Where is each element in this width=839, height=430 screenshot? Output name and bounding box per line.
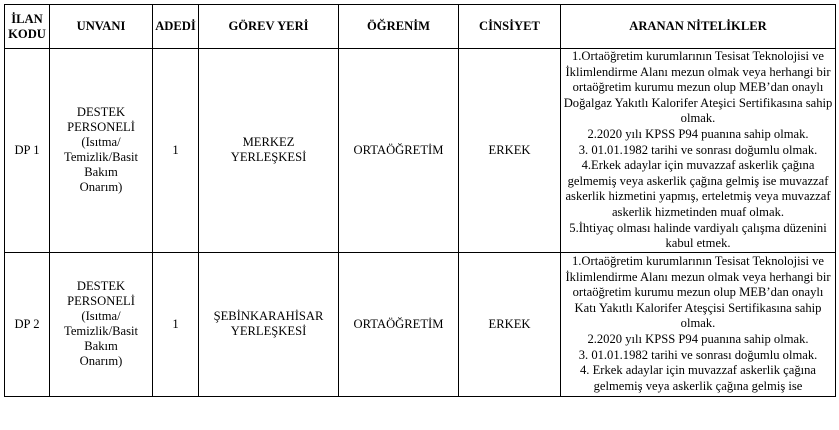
- count-cell: 1: [153, 252, 199, 396]
- title-line: (Isıtma/: [81, 309, 121, 324]
- title-line: (Isıtma/: [81, 135, 121, 150]
- title-cell: [50, 49, 153, 253]
- ilan-code-cell: DP 1: [5, 49, 50, 253]
- table-row: [5, 49, 836, 253]
- gender-cell: ERKEK: [459, 49, 561, 253]
- education-cell: ORTAÖĞRETİM: [339, 49, 459, 253]
- title-cell: [50, 252, 153, 396]
- location-line: YERLEŞKESİ: [230, 324, 307, 339]
- requirements-cell: [561, 252, 836, 396]
- requirement-item: 1.Ortaöğretim kurumlarının Tesisat Teknolojisi ve İklimlendirme Alanı mezun olmak veya herhangi bir ortaöğretim kurumu mezun olup MEB’dan onaylı Doğalgaz Yakıtlı Kalorifer Ateşici Sertifikasına sahip olmak.: [563, 49, 833, 126]
- location-cell: [199, 252, 339, 396]
- requirement-item: 2.2020 yılı KPSS P94 puanına sahip olmak.: [587, 332, 809, 347]
- title-line: PERSONELİ: [67, 294, 135, 309]
- count-cell: 1: [153, 49, 199, 253]
- header-cinsiyet: CİNSİYET: [459, 5, 561, 49]
- title-line: Onarım): [79, 180, 123, 195]
- title-line: Temizlik/Basit: [64, 324, 138, 339]
- header-ogrenim: ÖĞRENİM: [339, 5, 459, 49]
- title-line: Bakım: [84, 165, 118, 180]
- header-unvani: UNVANI: [50, 5, 153, 49]
- requirements-cell: [561, 49, 836, 253]
- requirement-item: 4. Erkek adaylar için muvazzaf askerlik çağına gelmemiş veya askerlik çağına gelmiş ise: [579, 363, 817, 393]
- location-line: MERKEZ: [242, 135, 295, 150]
- location-line: YERLEŞKESİ: [230, 150, 307, 165]
- location-cell: [199, 49, 339, 253]
- header-ilan-kodu: [5, 5, 50, 49]
- requirement-item: 5.İhtiyaç olması halinde vardiyalı çalışma düzenini kabul etmek.: [569, 220, 827, 251]
- requirement-item: 3. 01.01.1982 tarihi ve sonrası doğumlu olmak.: [578, 142, 818, 157]
- header-ilan-kodu-line-2: KODU: [8, 26, 46, 41]
- gender-cell: ERKEK: [459, 252, 561, 396]
- requirement-item: 2.2020 yılı KPSS P94 puanına sahip olmak.: [587, 126, 809, 141]
- header-aranan-nitelikler: ARANAN NİTELİKLER: [561, 5, 836, 49]
- header-adedi: ADEDİ: [153, 5, 199, 49]
- requirement-item: 3. 01.01.1982 tarihi ve sonrası doğumlu olmak.: [578, 347, 818, 362]
- title-line: Bakım: [84, 339, 118, 354]
- title-line: PERSONELİ: [67, 120, 135, 135]
- requirement-item: 1.Ortaöğretim kurumlarının Tesisat Teknolojisi ve İklimlendirme Alanı mezun olmak veya herhangi bir ortaöğretim kurumu mezun olup MEB’dan onaylı Katı Yakıtlı Kalorifer Ateşçisi Sertifikasına sahip olmak.: [565, 254, 831, 331]
- education-cell: ORTAÖĞRETİM: [339, 252, 459, 396]
- title-line: DESTEK: [76, 105, 126, 120]
- header-gorev-yeri: GÖREV YERİ: [199, 5, 339, 49]
- job-listing-table: [4, 4, 836, 397]
- ilan-code-cell: DP 2: [5, 252, 50, 396]
- title-line: DESTEK: [76, 279, 126, 294]
- header-row: [5, 5, 836, 49]
- title-line: Temizlik/Basit: [64, 150, 138, 165]
- location-line: ŞEBİNKARAHİSAR: [213, 309, 324, 324]
- header-ilan-kodu-line-1: İLAN: [11, 11, 43, 26]
- table-row: [5, 252, 836, 396]
- requirement-item: 4.Erkek adaylar için muvazzaf askerlik çağına gelmemiş veya askerlik çağına gelmiş ise muvazzaf askerlik hizmetini yapmış, erteletmiş veya muvazzaf askerlik hizmetinden muaf olmak.: [565, 158, 831, 219]
- title-line: Onarım): [79, 354, 123, 369]
